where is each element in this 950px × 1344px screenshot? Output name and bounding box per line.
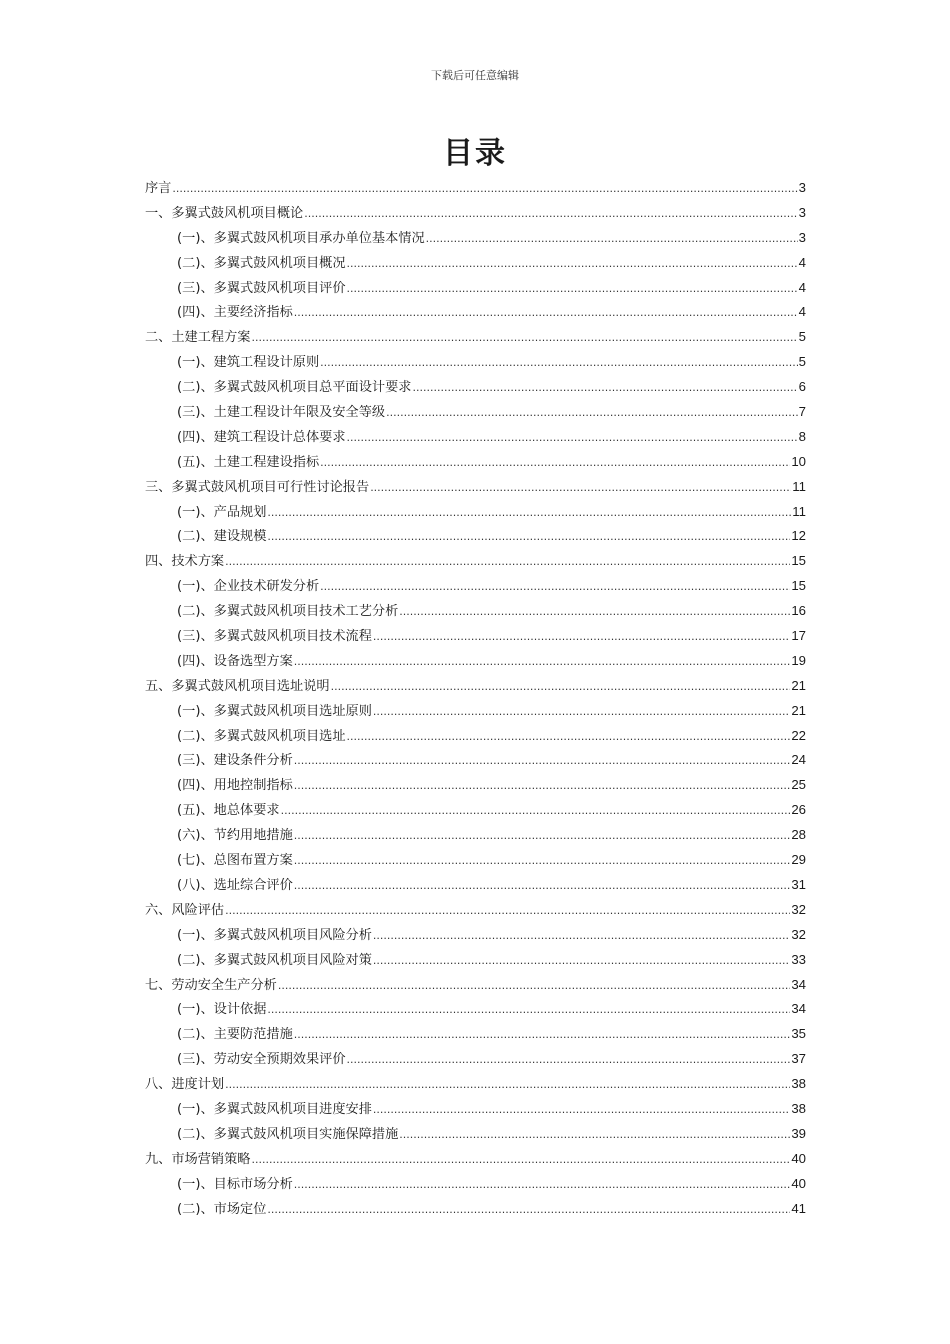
toc-entry-label: 六、风险评估 <box>145 902 225 918</box>
toc-entry-label: (三)、多翼式鼓风机项目评价 <box>177 280 346 296</box>
toc-leader-dots <box>331 675 791 700</box>
toc-entry[interactable] <box>145 375 806 400</box>
toc-entry-label: 五、多翼式鼓风机项目选址说明 <box>145 678 330 694</box>
toc-entry[interactable] <box>145 748 806 773</box>
toc-leader-dots <box>373 949 790 974</box>
toc-entry[interactable] <box>145 201 806 226</box>
toc-entry[interactable] <box>145 475 806 500</box>
toc-leader-dots <box>281 799 791 824</box>
toc-entry-page: 32 <box>791 926 806 942</box>
toc-leader-dots <box>373 1098 790 1123</box>
toc-entry-page: 3 <box>798 229 806 245</box>
toc-entry-page: 4 <box>798 279 806 295</box>
toc-leader-dots <box>225 1073 790 1098</box>
toc-entry-label: (一)、多翼式鼓风机项目风险分析 <box>177 927 372 943</box>
toc-entry-page: 6 <box>798 379 806 395</box>
toc-entry-page: 34 <box>791 1001 806 1017</box>
toc-entry-label: (四)、设备选型方案 <box>177 653 293 669</box>
toc-entry-page: 12 <box>791 528 806 544</box>
toc-leader-dots <box>294 874 791 899</box>
toc-entry[interactable] <box>145 300 806 325</box>
toc-entry-page: 28 <box>791 827 806 843</box>
toc-entry-page: 40 <box>791 1175 806 1191</box>
toc-entry-label: (二)、多翼式鼓风机项目总平面设计要求 <box>177 380 412 396</box>
toc-entry[interactable] <box>145 798 806 823</box>
toc-entry-label: (一)、设计依据 <box>177 1002 267 1018</box>
toc-entry-page: 33 <box>791 951 806 967</box>
toc-entry-label: (二)、主要防范措施 <box>177 1027 293 1043</box>
toc-leader-dots <box>225 899 790 924</box>
toc-entry-label: 八、进度计划 <box>145 1077 225 1093</box>
toc-entry-page: 15 <box>791 553 806 569</box>
toc-entry-page: 3 <box>798 180 806 195</box>
toc-leader-dots <box>386 401 798 426</box>
toc-entry-label: (四)、建筑工程设计总体要求 <box>177 429 346 445</box>
toc-entry[interactable] <box>145 649 806 674</box>
toc-entry-page: 11 <box>792 503 806 519</box>
toc-entry[interactable] <box>145 1172 806 1197</box>
toc-entry-label: (二)、多翼式鼓风机项目实施保障措施 <box>177 1126 399 1142</box>
toc-entry[interactable] <box>145 1022 806 1047</box>
toc-entry[interactable] <box>145 773 806 798</box>
toc-entry[interactable] <box>145 997 806 1022</box>
toc-entry-label: (一)、企业技术研发分析 <box>177 579 320 595</box>
toc-entry-page: 10 <box>791 453 806 469</box>
toc-leader-dots <box>267 1198 790 1223</box>
toc-leader-dots <box>347 725 791 750</box>
toc-entry-page: 8 <box>798 428 806 444</box>
toc-entry-page: 21 <box>791 702 806 718</box>
toc-entry-label: (三)、多翼式鼓风机项目技术流程 <box>177 629 372 645</box>
toc-leader-dots <box>370 476 791 501</box>
toc-leader-dots <box>294 1023 791 1048</box>
toc-entry-page: 5 <box>798 329 806 345</box>
toc-leader-dots <box>294 774 791 799</box>
toc-entry[interactable] <box>145 898 806 923</box>
toc-entry-label: (二)、市场定位 <box>177 1201 267 1217</box>
toc-entry[interactable] <box>145 1197 806 1222</box>
toc-entry[interactable] <box>145 699 806 724</box>
toc-entry[interactable] <box>145 1047 806 1072</box>
toc-entry-label: (七)、总图布置方案 <box>177 853 293 869</box>
toc-leader-dots <box>294 650 791 675</box>
toc-entry[interactable] <box>145 500 806 525</box>
toc-entry-page: 26 <box>791 802 806 818</box>
toc-entry[interactable] <box>145 549 806 574</box>
toc-entry-label: (五)、土建工程建设指标 <box>177 454 320 470</box>
toc-entry[interactable] <box>145 176 806 201</box>
toc-entry-label: (二)、多翼式鼓风机项目选址 <box>177 728 346 744</box>
toc-leader-dots <box>267 501 791 526</box>
toc-entry[interactable] <box>145 948 806 973</box>
toc-entry-label: (八)、选址综合评价 <box>177 877 293 893</box>
toc-entry-page: 34 <box>791 976 806 992</box>
toc-entry[interactable] <box>145 251 806 276</box>
toc-leader-dots <box>412 376 797 401</box>
toc-leader-dots <box>225 550 790 575</box>
toc-entry[interactable] <box>145 873 806 898</box>
toc-entry-page: 40 <box>791 1150 806 1166</box>
toc-title: 目录 <box>443 136 507 171</box>
toc-entry-label: (三)、土建工程设计年限及安全等级 <box>177 405 386 421</box>
toc-entry-label: (一)、多翼式鼓风机项目选址原则 <box>177 703 372 719</box>
toc-entry-page: 16 <box>791 603 806 619</box>
toc-leader-dots <box>347 1048 791 1073</box>
toc-entry-page: 19 <box>791 652 806 668</box>
toc-leader-dots <box>373 625 790 650</box>
toc-leader-dots <box>294 849 791 874</box>
table-of-contents <box>145 176 806 1221</box>
toc-leader-dots <box>373 700 790 725</box>
toc-entry-label: 四、技术方案 <box>145 554 225 570</box>
toc-entry[interactable] <box>145 599 806 624</box>
toc-entry[interactable] <box>145 973 806 998</box>
toc-entry-page: 39 <box>791 1125 806 1141</box>
toc-entry-label: (一)、建筑工程设计原则 <box>177 355 320 371</box>
toc-leader-dots <box>399 600 790 625</box>
toc-entry-label: (二)、多翼式鼓风机项目技术工艺分析 <box>177 604 399 620</box>
toc-entry-page: 38 <box>791 1100 806 1116</box>
toc-leader-dots <box>294 301 798 326</box>
toc-entry[interactable] <box>145 1147 806 1172</box>
toc-entry[interactable] <box>145 524 806 549</box>
toc-leader-dots <box>252 1148 791 1173</box>
toc-entry-label: (三)、建设条件分析 <box>177 753 293 769</box>
toc-leader-dots <box>294 1173 791 1198</box>
toc-entry-label: (四)、用地控制指标 <box>177 778 293 794</box>
toc-entry-page: 5 <box>798 354 806 370</box>
toc-leader-dots <box>320 351 797 376</box>
toc-entry-label: 七、劳动安全生产分析 <box>145 977 277 993</box>
toc-entry-label: 二、土建工程方案 <box>145 330 251 346</box>
toc-leader-dots <box>320 575 790 600</box>
toc-entry-label: (一)、多翼式鼓风机项目承办单位基本情况 <box>177 230 425 246</box>
toc-leader-dots <box>347 426 798 451</box>
toc-entry-page: 22 <box>791 727 806 743</box>
toc-entry-label: (三)、劳动安全预期效果评价 <box>177 1052 346 1068</box>
toc-entry-label: 九、市场营销策略 <box>145 1151 251 1167</box>
toc-leader-dots <box>267 525 790 550</box>
toc-entry-page: 11 <box>792 478 806 494</box>
toc-entry-page: 25 <box>791 777 806 793</box>
toc-entry[interactable] <box>145 1072 806 1097</box>
toc-entry[interactable] <box>145 724 806 749</box>
toc-entry-page: 4 <box>798 254 806 270</box>
toc-leader-dots <box>347 277 798 302</box>
toc-entry[interactable] <box>145 1122 806 1147</box>
toc-entry-page: 29 <box>791 852 806 868</box>
toc-entry-label: (二)、建设规模 <box>177 529 267 545</box>
toc-entry-label: 三、多翼式鼓风机项目可行性讨论报告 <box>145 479 370 495</box>
toc-entry-page: 15 <box>791 578 806 594</box>
toc-entry-page: 41 <box>791 1200 806 1216</box>
toc-entry-label: (一)、产品规划 <box>177 504 267 520</box>
toc-leader-dots <box>373 924 790 949</box>
toc-entry-label: (一)、目标市场分析 <box>177 1176 293 1192</box>
toc-entry[interactable] <box>145 848 806 873</box>
toc-leader-dots <box>294 749 791 774</box>
toc-entry-page: 38 <box>791 1076 806 1092</box>
toc-entry[interactable] <box>145 226 806 251</box>
toc-leader-dots <box>399 1123 790 1148</box>
toc-entry-label: (二)、多翼式鼓风机项目概况 <box>177 255 346 271</box>
toc-entry-label: 序言 <box>145 181 172 196</box>
toc-entry-label: (四)、主要经济指标 <box>177 305 293 321</box>
toc-entry[interactable] <box>145 624 806 649</box>
toc-entry[interactable] <box>145 400 806 425</box>
toc-entry-label: 一、多翼式鼓风机项目概论 <box>145 205 304 221</box>
toc-entry-page: 4 <box>798 304 806 320</box>
toc-leader-dots <box>304 202 797 227</box>
toc-entry-page: 32 <box>791 901 806 917</box>
toc-leader-dots <box>278 974 790 999</box>
toc-leader-dots <box>426 227 798 252</box>
toc-entry-page: 7 <box>798 404 806 420</box>
toc-entry[interactable] <box>145 1097 806 1122</box>
toc-entry-page: 35 <box>791 1026 806 1042</box>
toc-entry[interactable] <box>145 276 806 301</box>
toc-leader-dots <box>172 177 797 202</box>
toc-entry[interactable] <box>145 923 806 948</box>
toc-entry-page: 37 <box>791 1051 806 1067</box>
toc-leader-dots <box>347 252 798 277</box>
toc-leader-dots <box>294 824 791 849</box>
toc-entry-page: 3 <box>798 204 806 220</box>
toc-entry-page: 31 <box>791 876 806 892</box>
toc-entry[interactable] <box>145 325 806 350</box>
toc-entry[interactable] <box>145 574 806 599</box>
toc-entry-page: 24 <box>791 752 806 768</box>
toc-entry[interactable] <box>145 674 806 699</box>
toc-leader-dots <box>267 998 790 1023</box>
toc-entry[interactable] <box>145 425 806 450</box>
toc-entry-page: 21 <box>791 677 806 693</box>
toc-entry-label: (五)、地总体要求 <box>177 803 280 819</box>
header-note: 下载后可任意编辑 <box>431 69 519 82</box>
toc-leader-dots <box>320 451 790 476</box>
toc-entry[interactable] <box>145 450 806 475</box>
toc-entry-page: 17 <box>791 628 806 644</box>
toc-entry-label: (一)、多翼式鼓风机项目进度安排 <box>177 1101 372 1117</box>
toc-entry-label: (六)、节约用地措施 <box>177 828 293 844</box>
toc-entry-label: (二)、多翼式鼓风机项目风险对策 <box>177 952 372 968</box>
toc-entry[interactable] <box>145 350 806 375</box>
toc-leader-dots <box>252 326 798 351</box>
toc-entry[interactable] <box>145 823 806 848</box>
